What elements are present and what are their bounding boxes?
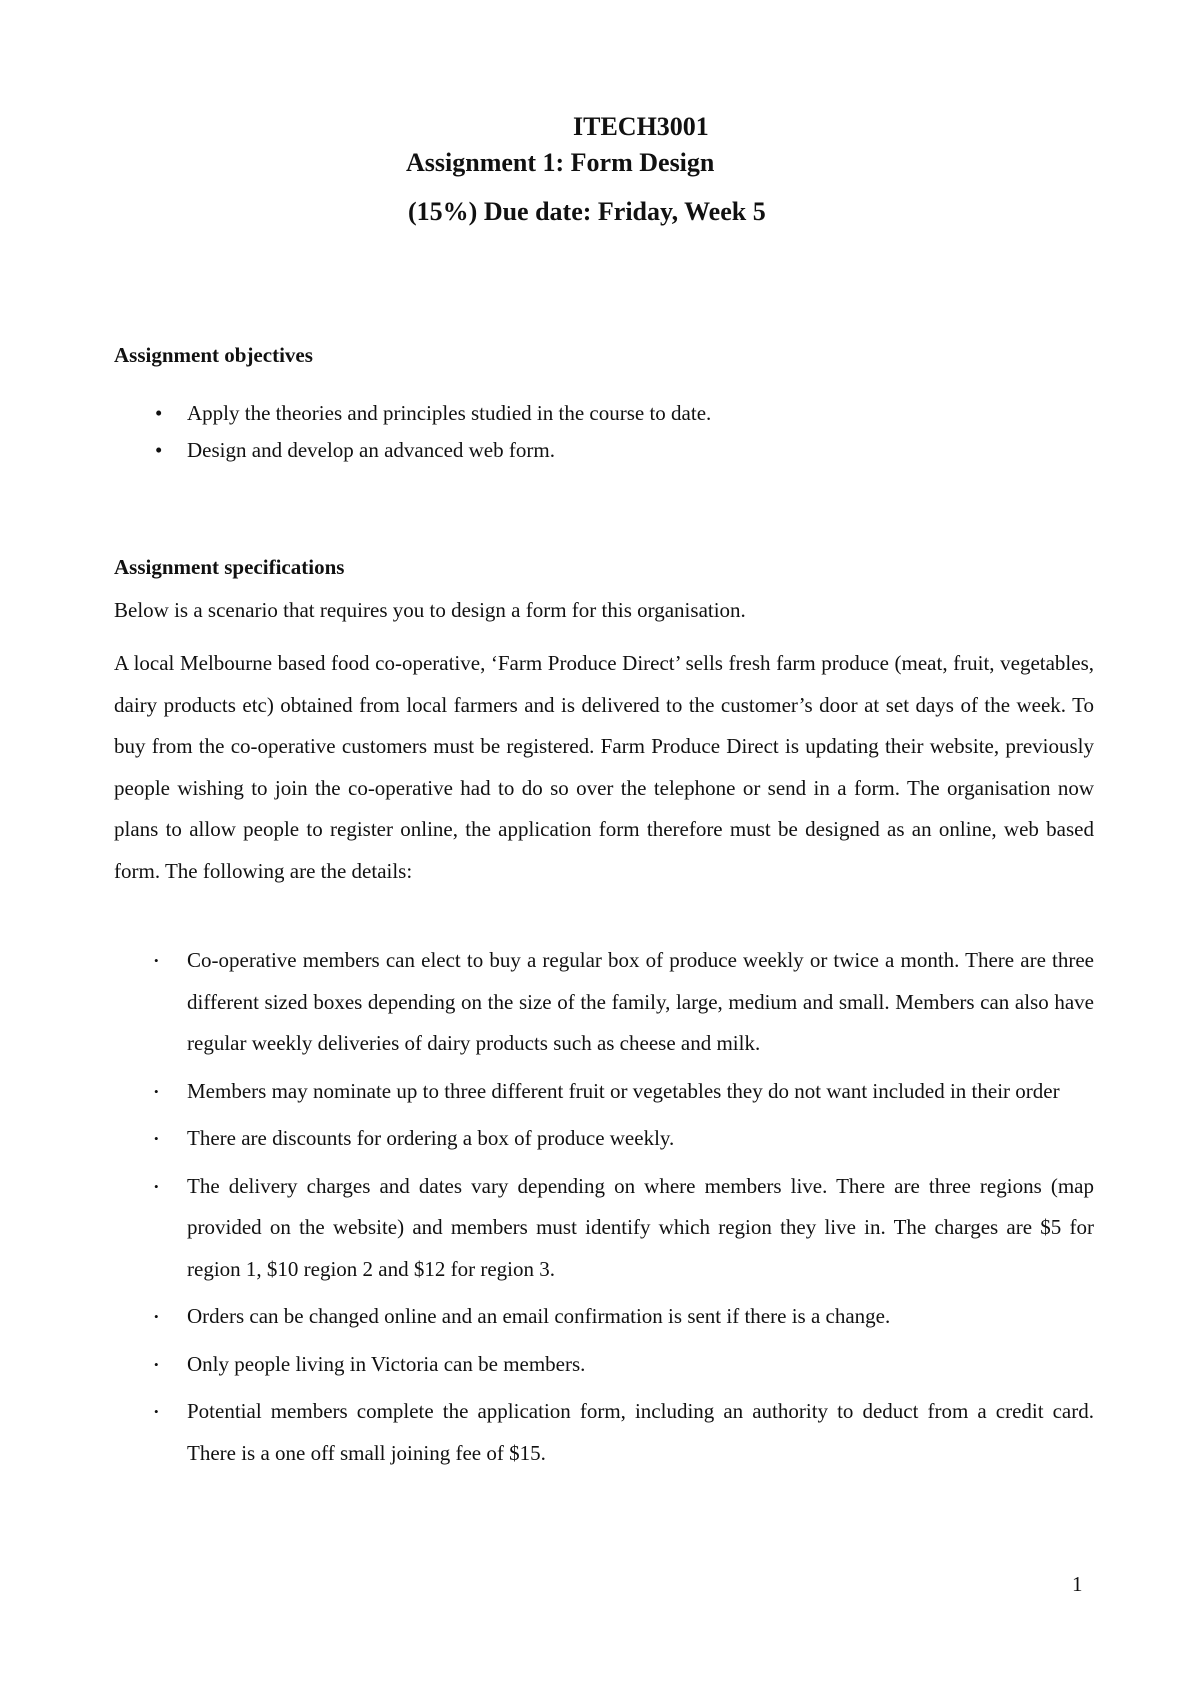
details-list (114, 940, 1094, 1480)
list-item (114, 1391, 1094, 1474)
list-item (114, 1166, 1094, 1291)
bullet-icon: • (155, 438, 163, 462)
bullet-icon: • (154, 1404, 159, 1419)
scenario-paragraph: A local Melbourne based food co-operative, ‘Farm Produce Direct’ sells fresh farm produce (meat, fruit, vegetables, dairy products etc) obtained from local farmers and is delivered to the customer’s door at set days of the week. To buy from the co-operative customers must be registered. Farm Produce Direct is updating their website, previously people wishing to join the co-operative had to do so over the telephone or send in a form. The organisation now plans to allow people to register online, the application form therefore must be designed as an online, web based form. The following are the details: (114, 651, 1094, 883)
objective-text: Apply the theories and principles studied in the course to date. (187, 401, 712, 425)
assignment-title: Assignment 1: Form Design (406, 148, 715, 177)
list-item (114, 398, 1094, 435)
detail-text: The delivery charges and dates vary depending on where members live. There are three regions (map provided on the website) and members must identify which region they live in. The charges are $5 for region 1, $10 region 2 and $12 for region 3. (187, 1173, 1094, 1281)
objectives-heading: Assignment objectives (114, 343, 313, 367)
page-number: 1 (1072, 1572, 1083, 1596)
specifications-intro: Below is a scenario that requires you to design a form for this organisation. (114, 598, 746, 622)
specifications-heading: Assignment specifications (114, 555, 345, 579)
list-item (114, 1118, 1094, 1160)
detail-text: There are discounts for ordering a box of produce weekly. (187, 1126, 675, 1150)
bullet-icon: • (155, 401, 163, 425)
bullet-icon: • (154, 1178, 159, 1194)
detail-text: Potential members complete the application form, including an authority to deduct from a credit card. There is a one off small joining fee of $15. (187, 1399, 1094, 1465)
bullet-icon: • (154, 953, 159, 968)
detail-text: Orders can be changed online and an email confirmation is sent if there is a change. (187, 1304, 891, 1328)
bullet-icon: • (154, 1309, 159, 1324)
bullet-icon: • (154, 1083, 159, 1099)
list-item (114, 435, 1094, 472)
detail-text: Co-operative members can elect to buy a regular box of produce weekly or twice a month. There are three different sized boxes depending on the size of the family, large, medium and small. Members can also have regular weekly deliveries of dairy products such as cheese and milk. (187, 948, 1094, 1055)
objective-text: Design and develop an advanced web form. (187, 438, 555, 462)
list-item (114, 1296, 1094, 1338)
course-code: ITECH3001 (573, 112, 709, 141)
objectives-list (114, 398, 1094, 472)
bullet-icon: • (154, 1131, 159, 1146)
list-item (114, 940, 1094, 1065)
due-date-line: (15%) Due date: Friday, Week 5 (408, 197, 766, 226)
list-item (114, 1071, 1094, 1113)
bullet-icon: • (154, 1356, 159, 1372)
detail-text: Only people living in Victoria can be members. (187, 1351, 586, 1376)
list-item (114, 1344, 1094, 1386)
detail-text: Members may nominate up to three different fruit or vegetables they do not want included in their order (187, 1078, 1060, 1103)
